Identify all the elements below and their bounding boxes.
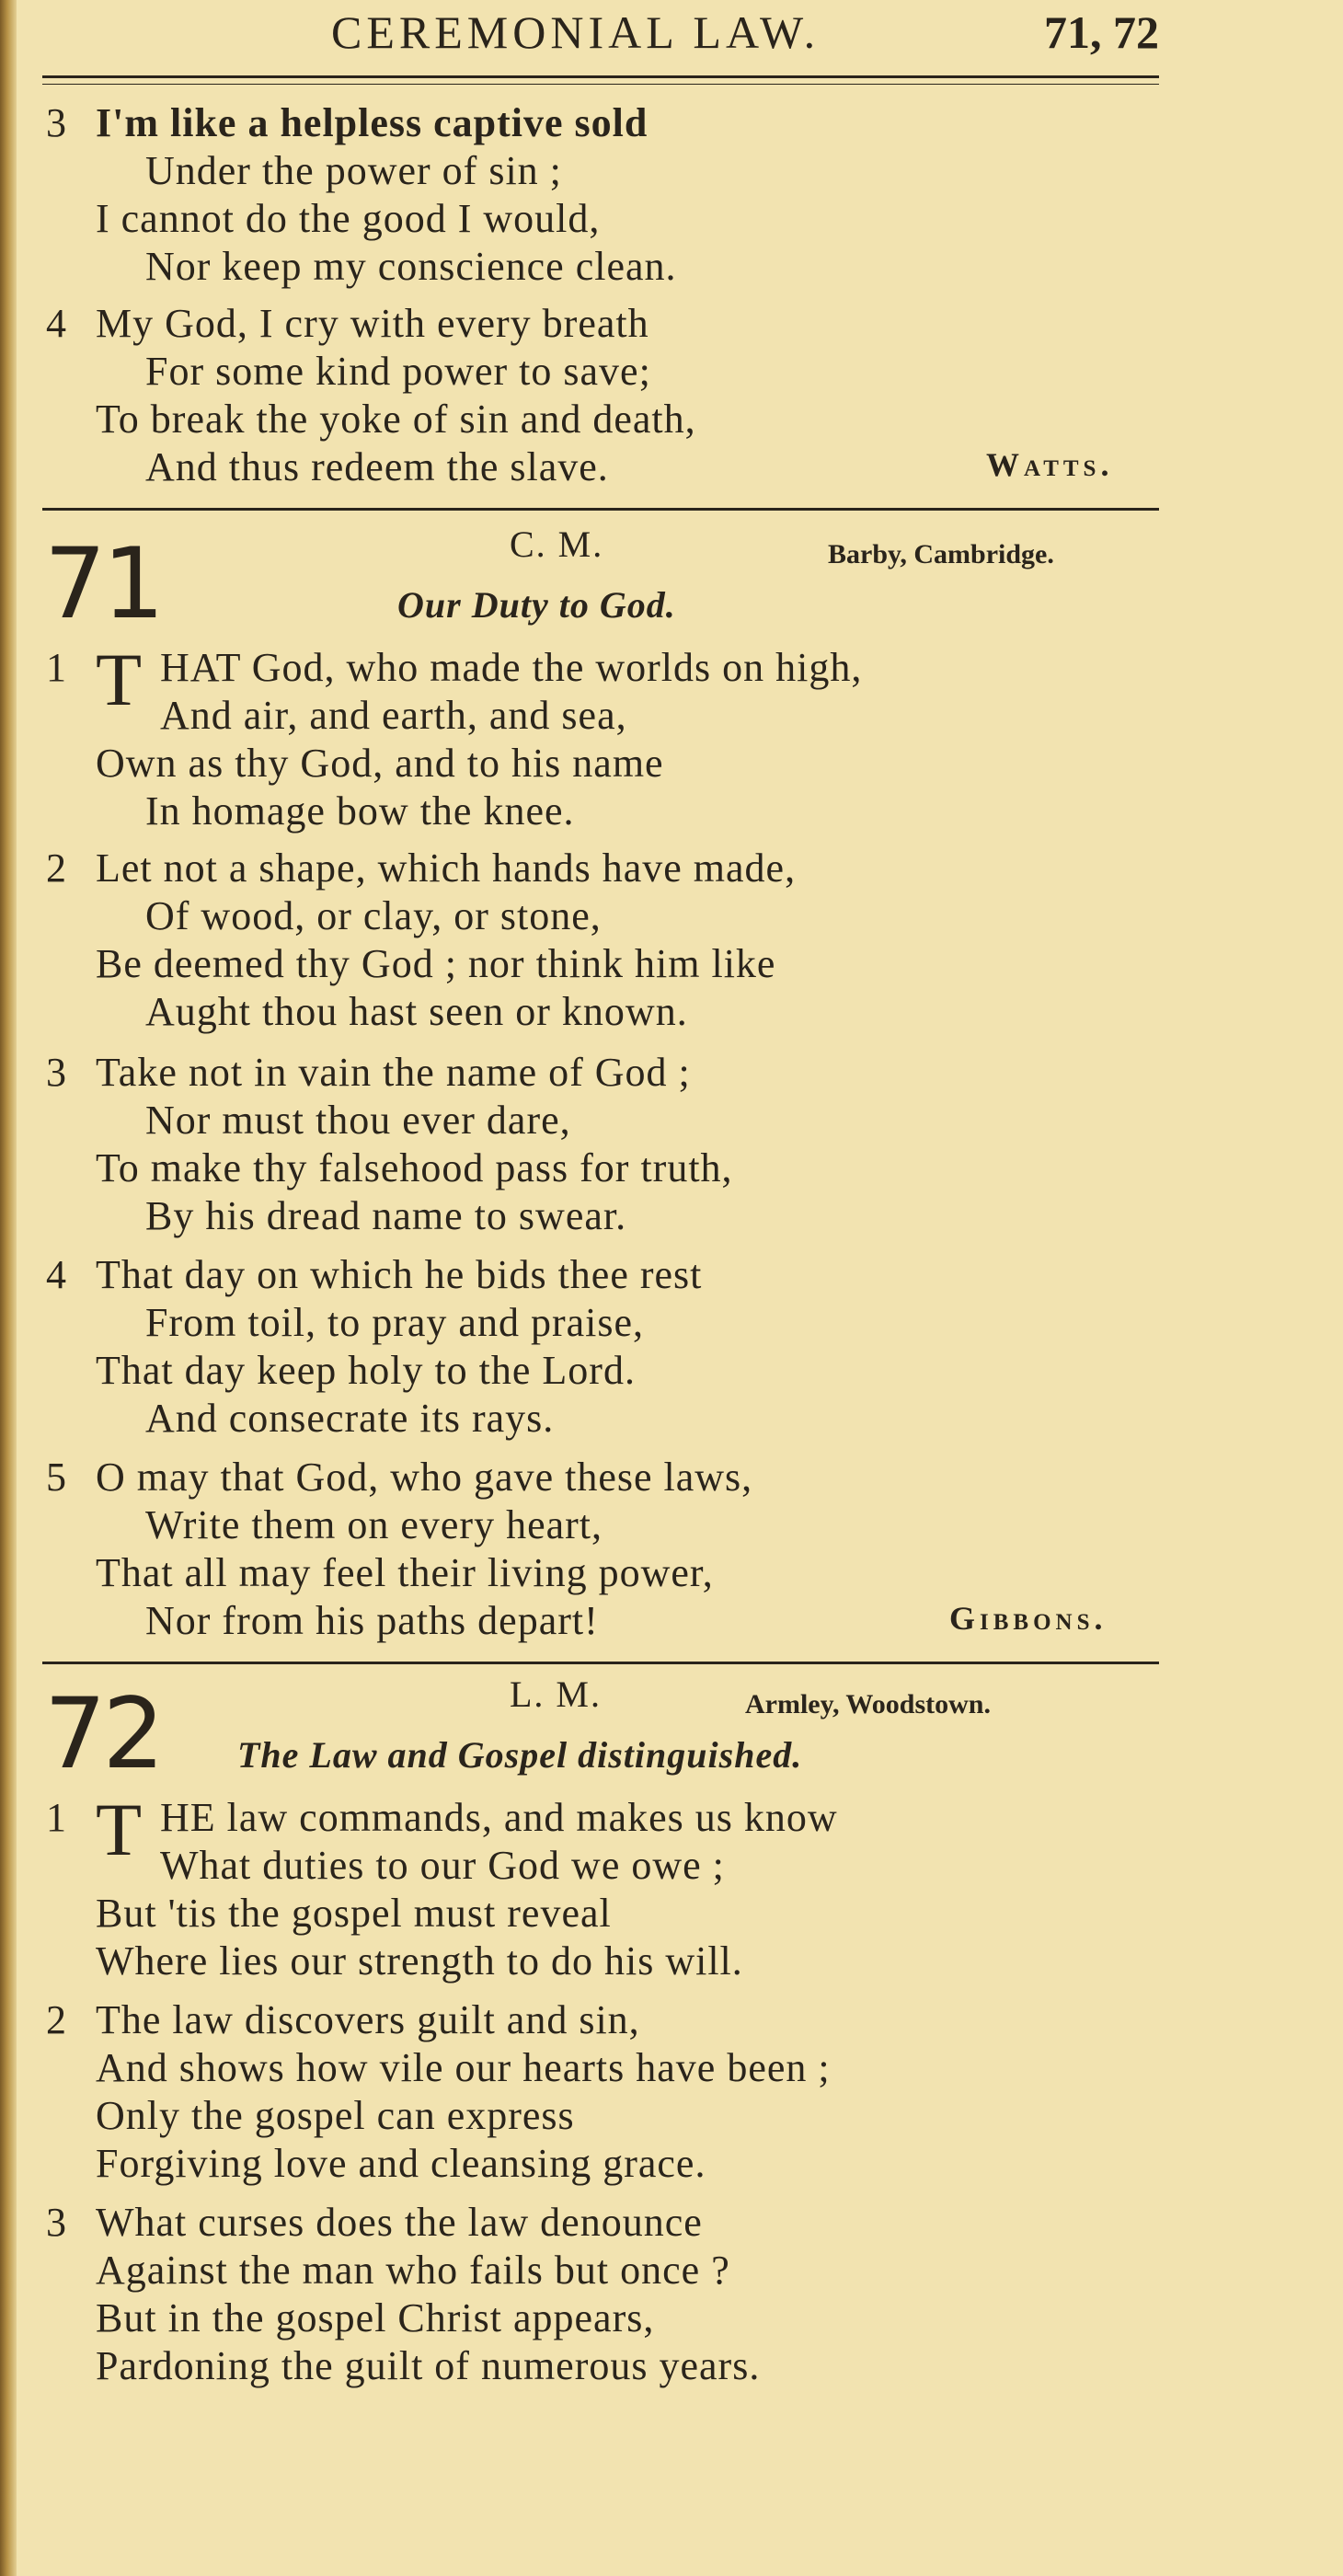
author-attribution: Gibbons.	[949, 1600, 1108, 1637]
stanza-number: 1	[46, 1795, 66, 1840]
verse-line: Where lies our strength to do his will.	[96, 1938, 743, 1984]
running-title: CEREMONIAL LAW.	[331, 6, 821, 58]
verse-line: Be deemed thy God ; nor think him like	[96, 941, 776, 986]
stanza-number: 3	[46, 100, 66, 145]
tune-names: Barby, Cambridge.	[828, 539, 1054, 569]
stanza-number: 2	[46, 1997, 66, 2042]
hymn-meter: C. M.	[510, 523, 604, 565]
verse-line: Own as thy God, and to his name	[96, 741, 664, 786]
stanza-number: 4	[46, 1252, 66, 1297]
stanza-number: 1	[46, 645, 66, 690]
verse-line: And air, and earth, and sea,	[160, 693, 627, 738]
verse-line: What duties to our God we owe ;	[160, 1843, 725, 1888]
stanza-number: 4	[46, 301, 66, 346]
page-header	[0, 6, 1343, 70]
stanza-number: 2	[46, 845, 66, 891]
hymn-number: 72	[44, 1677, 161, 1790]
verse-line: Only the gospel can express	[96, 2093, 575, 2138]
verse-line: Pardoning the guilt of numerous years.	[96, 2343, 761, 2388]
drop-cap: T	[96, 638, 143, 721]
verse-line: Of wood, or clay, or stone,	[145, 893, 602, 938]
stanza-number: 3	[46, 2200, 66, 2245]
verse-line: That all may feel their living power,	[96, 1550, 714, 1595]
verse-line: Aught thou hast seen or known.	[145, 989, 688, 1034]
verse-line: By his dread name to swear.	[145, 1193, 627, 1238]
verse-line: The law discovers guilt and sin,	[96, 1997, 640, 2042]
verse-line: That day keep holy to the Lord.	[96, 1348, 636, 1393]
verse-line: I'm like a helpless captive sold	[96, 100, 649, 145]
author-attribution: Watts.	[986, 446, 1114, 483]
verse-line: O may that God, who gave these laws,	[96, 1455, 753, 1500]
hymn-number: 71	[44, 527, 161, 640]
verse-line: Write them on every heart,	[145, 1502, 603, 1547]
verse-line: To make thy falsehood pass for truth,	[96, 1145, 733, 1190]
drop-cap: T	[96, 1788, 143, 1871]
verse-line: And shows how vile our hearts have been ;	[96, 2045, 831, 2090]
stanza-number: 5	[46, 1455, 66, 1500]
header-rule	[42, 75, 1159, 85]
verse-line: But 'tis the gospel must reveal	[96, 1891, 612, 1936]
verse-line: Take not in vain the name of God ;	[96, 1050, 691, 1095]
verse-line: Let not a shape, which hands have made,	[96, 845, 797, 891]
verse-line: For some kind power to save;	[145, 349, 651, 394]
verse-line: Nor keep my conscience clean.	[145, 244, 677, 289]
book-spine-edge	[0, 0, 17, 2576]
section-rule	[42, 1662, 1159, 1664]
verse-line: But in the gospel Christ appears,	[96, 2295, 655, 2340]
verse-line: HE law commands, and makes us know	[160, 1795, 838, 1840]
verse-line: In homage bow the knee.	[145, 788, 575, 834]
verse-line: Nor from his paths depart!	[145, 1598, 599, 1643]
verse-line: That day on which he bids thee rest	[96, 1252, 703, 1297]
verse-line: I cannot do the good I would,	[96, 196, 601, 241]
verse-line: Nor must thou ever dare,	[145, 1098, 571, 1143]
hymn-meter: L. M.	[510, 1673, 602, 1715]
hymn-title: The Law and Gospel distinguished.	[237, 1734, 803, 1776]
verse-line: And thus redeem the slave.	[145, 444, 609, 489]
verse-line: Forgiving love and cleansing grace.	[96, 2141, 706, 2186]
verse-line: HAT God, who made the worlds on high,	[160, 645, 863, 690]
verse-line: To break the yoke of sin and death,	[96, 397, 696, 442]
verse-line: From toil, to pray and praise,	[145, 1300, 645, 1345]
tune-names: Armley, Woodstown.	[745, 1689, 991, 1719]
verse-line: Under the power of sin ;	[145, 148, 562, 193]
hymn-title: Our Duty to God.	[397, 584, 676, 626]
page-numbers: 71, 72	[1044, 6, 1159, 58]
verse-line: My God, I cry with every breath	[96, 301, 649, 346]
verse-line: What curses does the law denounce	[96, 2200, 703, 2245]
verse-line: And consecrate its rays.	[145, 1396, 555, 1441]
section-rule	[42, 508, 1159, 511]
stanza-number: 3	[46, 1050, 66, 1095]
verse-line: Against the man who fails but once ?	[96, 2248, 730, 2293]
